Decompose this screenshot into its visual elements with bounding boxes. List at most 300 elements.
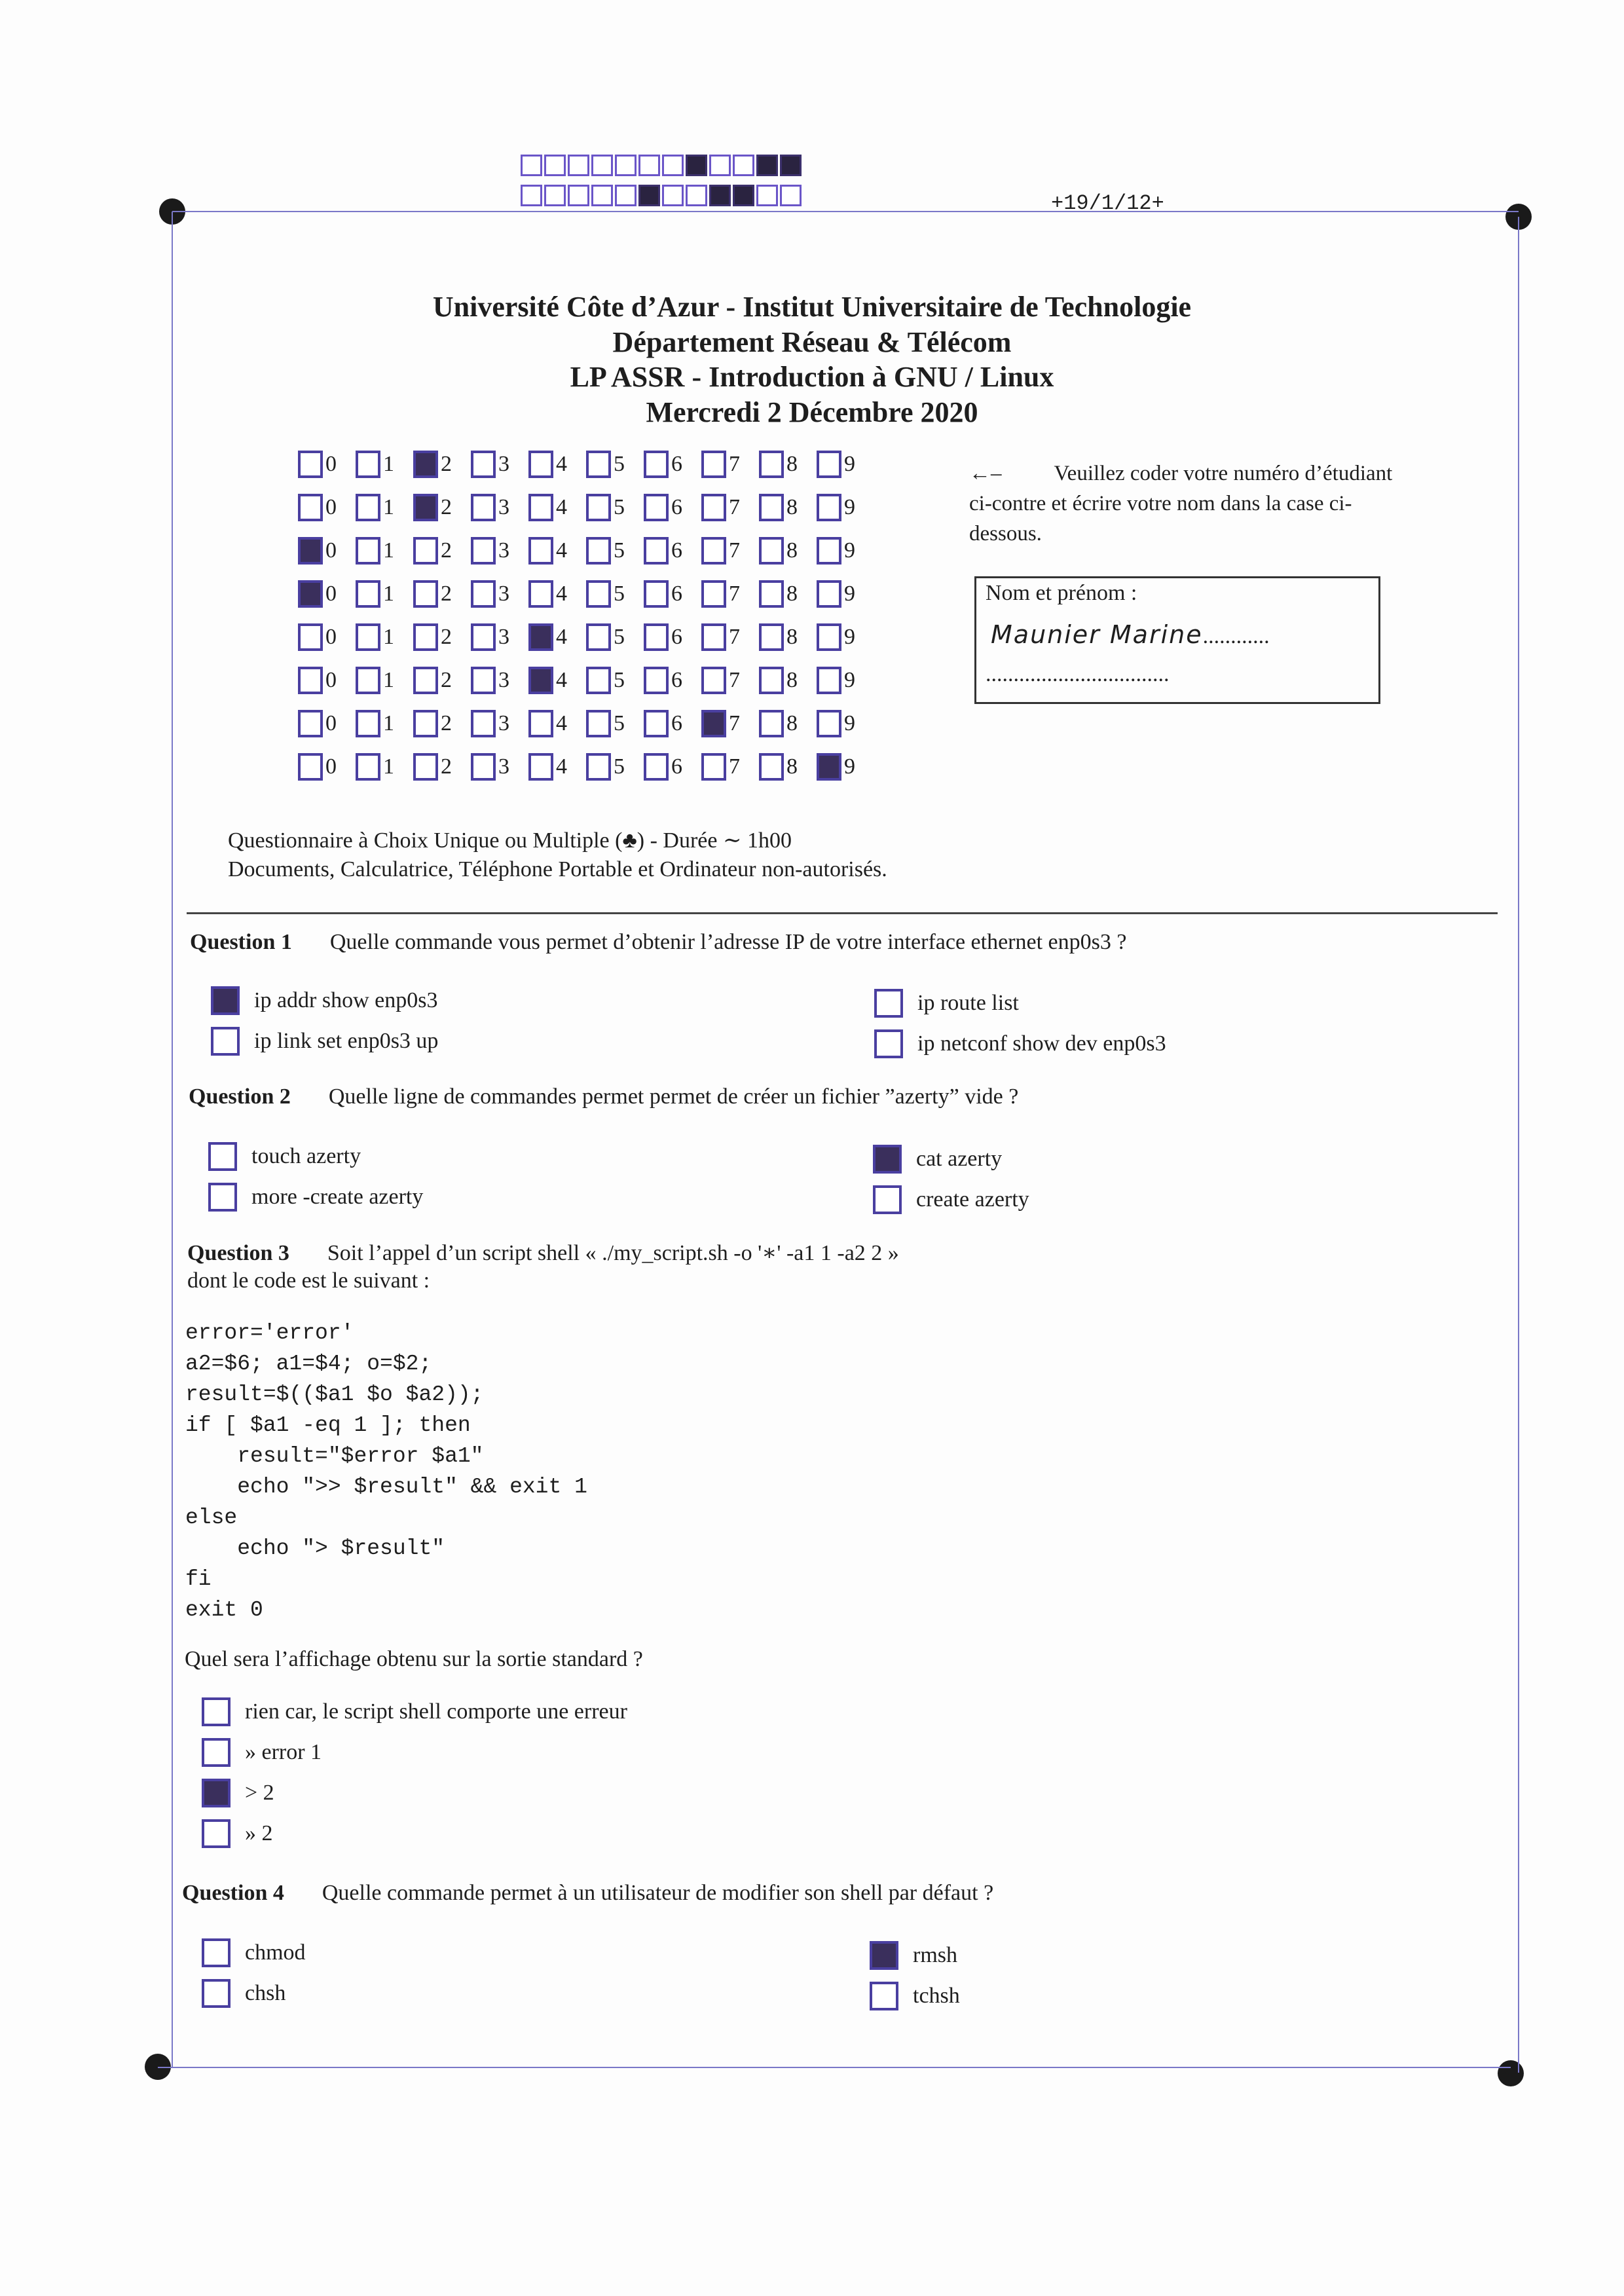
digit-checkbox[interactable] bbox=[644, 623, 669, 651]
digit-cell[interactable] bbox=[759, 494, 817, 521]
digit-checkbox[interactable] bbox=[528, 710, 553, 737]
digit-checkbox[interactable] bbox=[356, 753, 380, 781]
digit-checkbox[interactable] bbox=[759, 580, 784, 608]
digit-cell[interactable] bbox=[471, 451, 528, 478]
digit-checkbox[interactable] bbox=[701, 580, 726, 608]
question-3-option-c[interactable] bbox=[202, 1779, 274, 1807]
question-2-option-b[interactable] bbox=[208, 1183, 423, 1212]
digit-cell[interactable] bbox=[413, 623, 471, 651]
question-3-text-2: dont le code est le suivant : bbox=[187, 1268, 430, 1293]
digit-cell[interactable] bbox=[701, 623, 759, 651]
question-4-option-a[interactable] bbox=[202, 1938, 306, 1967]
digit-checkbox[interactable] bbox=[356, 494, 380, 521]
digit-checkbox[interactable] bbox=[413, 667, 438, 694]
question-3-text: Soit l’appel d’un script shell « ./my_script.sh -o '∗' -a1 1 -a2 2 » bbox=[327, 1241, 899, 1265]
checkbox[interactable] bbox=[208, 1142, 237, 1171]
digit-label: 0 bbox=[325, 452, 337, 476]
digit-checkbox[interactable] bbox=[298, 753, 323, 781]
digit-label: 9 bbox=[844, 668, 855, 692]
digit-checkbox[interactable] bbox=[586, 753, 611, 781]
digit-cell[interactable] bbox=[528, 710, 586, 737]
option-label: chmod bbox=[245, 1940, 306, 1965]
digit-checkbox[interactable] bbox=[298, 623, 323, 651]
question-1-heading bbox=[190, 930, 1126, 955]
digit-cell[interactable] bbox=[701, 580, 759, 608]
digit-cell[interactable] bbox=[817, 537, 874, 565]
student-id-instructions bbox=[969, 458, 1395, 549]
digit-cell[interactable] bbox=[644, 753, 701, 781]
digit-checkbox[interactable] bbox=[759, 667, 784, 694]
digit-cell[interactable] bbox=[586, 710, 644, 737]
digit-label: 6 bbox=[671, 754, 682, 779]
name-box[interactable] bbox=[974, 576, 1380, 704]
digit-checkbox[interactable] bbox=[528, 451, 553, 478]
digit-cell[interactable] bbox=[759, 667, 817, 694]
barcode-cell bbox=[568, 155, 589, 176]
barcode-cell bbox=[662, 155, 684, 176]
left-arrow-icon: ←– bbox=[969, 462, 1002, 485]
digit-checkbox[interactable] bbox=[298, 710, 323, 737]
digit-checkbox[interactable] bbox=[701, 710, 726, 737]
digit-cell[interactable] bbox=[528, 623, 586, 651]
digit-label: 3 bbox=[498, 538, 509, 563]
digit-cell[interactable] bbox=[759, 710, 817, 737]
checkbox[interactable] bbox=[870, 1941, 898, 1970]
digit-label: 4 bbox=[556, 495, 567, 519]
digit-checkbox[interactable] bbox=[356, 537, 380, 565]
digit-label: 9 bbox=[844, 538, 855, 563]
digit-label: 6 bbox=[671, 582, 682, 606]
checkbox[interactable] bbox=[202, 1979, 231, 2008]
digit-cell[interactable] bbox=[759, 753, 817, 781]
barcode-cell bbox=[568, 185, 589, 206]
option-label: cat azerty bbox=[916, 1147, 1003, 1171]
digit-checkbox[interactable] bbox=[701, 494, 726, 521]
digit-label: 6 bbox=[671, 538, 682, 563]
digit-checkbox[interactable] bbox=[413, 494, 438, 521]
digit-checkbox[interactable] bbox=[528, 623, 553, 651]
digit-cell[interactable] bbox=[586, 494, 644, 521]
frame-left bbox=[172, 212, 173, 2067]
digit-checkbox[interactable] bbox=[413, 753, 438, 781]
digit-label: 7 bbox=[729, 495, 740, 519]
checkbox[interactable] bbox=[202, 1738, 231, 1767]
checkbox[interactable] bbox=[202, 1779, 231, 1807]
digit-checkbox[interactable] bbox=[817, 710, 841, 737]
digit-cell[interactable] bbox=[817, 494, 874, 521]
digit-label: 3 bbox=[498, 582, 509, 606]
digit-cell[interactable] bbox=[586, 451, 644, 478]
digit-cell[interactable] bbox=[528, 667, 586, 694]
digit-checkbox[interactable] bbox=[759, 537, 784, 565]
digit-checkbox[interactable] bbox=[298, 667, 323, 694]
digit-cell[interactable] bbox=[356, 580, 413, 608]
question-1-label: Question 1 bbox=[190, 930, 292, 954]
question-3-code: error='error' a2=$6; a1=$4; o=$2; result=$(($a1 $o $a2)); if [ $a1 -eq 1 ]; then result="$error $a1" echo ">> $result" && exit 1 else echo "> $result" fi exit 0 bbox=[185, 1321, 587, 1622]
digit-checkbox[interactable] bbox=[644, 667, 669, 694]
barcode-cell bbox=[686, 185, 707, 206]
frame-top bbox=[172, 211, 1519, 212]
digit-checkbox[interactable] bbox=[471, 580, 496, 608]
question-3-option-b[interactable] bbox=[202, 1738, 322, 1767]
option-label: » error 1 bbox=[245, 1740, 322, 1764]
option-label: ip route list bbox=[917, 991, 1019, 1015]
digit-label: 6 bbox=[671, 711, 682, 735]
digit-label: 7 bbox=[729, 754, 740, 779]
digit-label: 0 bbox=[325, 711, 337, 735]
digit-cell[interactable] bbox=[759, 537, 817, 565]
digit-cell[interactable] bbox=[471, 537, 528, 565]
digit-checkbox[interactable] bbox=[644, 753, 669, 781]
digit-checkbox[interactable] bbox=[528, 580, 553, 608]
digit-cell[interactable] bbox=[528, 580, 586, 608]
digit-label: 0 bbox=[325, 538, 337, 563]
digit-cell[interactable] bbox=[528, 494, 586, 521]
digit-checkbox[interactable] bbox=[817, 494, 841, 521]
digit-label: 2 bbox=[441, 625, 452, 649]
digit-checkbox[interactable] bbox=[817, 623, 841, 651]
digit-label: 7 bbox=[729, 711, 740, 735]
digit-checkbox[interactable] bbox=[471, 623, 496, 651]
digit-cell[interactable] bbox=[471, 667, 528, 694]
question-4-text: Quelle commande permet à un utilisateur de modifier son shell par défaut ? bbox=[322, 1881, 994, 1905]
question-4-option-c[interactable] bbox=[870, 1941, 957, 1970]
digit-checkbox[interactable] bbox=[586, 494, 611, 521]
digit-checkbox[interactable] bbox=[644, 710, 669, 737]
question-3-option-a[interactable] bbox=[202, 1697, 627, 1726]
checkbox[interactable] bbox=[873, 1185, 902, 1214]
digit-cell[interactable] bbox=[356, 451, 413, 478]
checkbox[interactable] bbox=[211, 986, 240, 1015]
digit-checkbox[interactable] bbox=[586, 537, 611, 565]
digit-cell[interactable] bbox=[644, 623, 701, 651]
digit-checkbox[interactable] bbox=[471, 537, 496, 565]
digit-cell[interactable] bbox=[759, 623, 817, 651]
digit-checkbox[interactable] bbox=[413, 623, 438, 651]
digit-cell[interactable] bbox=[356, 494, 413, 521]
digit-checkbox[interactable] bbox=[586, 667, 611, 694]
checkbox[interactable] bbox=[202, 1819, 231, 1848]
question-2-option-a[interactable] bbox=[208, 1142, 361, 1171]
digit-cell[interactable] bbox=[817, 710, 874, 737]
digit-cell[interactable] bbox=[356, 623, 413, 651]
digit-checkbox[interactable] bbox=[356, 580, 380, 608]
digit-cell[interactable] bbox=[644, 451, 701, 478]
digit-checkbox[interactable] bbox=[644, 451, 669, 478]
digit-label: 1 bbox=[383, 754, 394, 779]
barcode-cell bbox=[615, 155, 637, 176]
digit-cell[interactable] bbox=[817, 451, 874, 478]
digit-cell[interactable] bbox=[471, 494, 528, 521]
digit-cell[interactable] bbox=[298, 537, 356, 565]
option-label: more -create azerty bbox=[251, 1185, 424, 1209]
digit-checkbox[interactable] bbox=[528, 753, 553, 781]
digit-cell[interactable] bbox=[644, 667, 701, 694]
digit-cell[interactable] bbox=[298, 494, 356, 521]
question-3-label: Question 3 bbox=[187, 1241, 289, 1265]
digit-label: 5 bbox=[614, 582, 625, 606]
digit-cell[interactable] bbox=[413, 451, 471, 478]
digit-checkbox[interactable] bbox=[817, 451, 841, 478]
question-1-option-b[interactable] bbox=[211, 1027, 438, 1056]
digit-cell[interactable] bbox=[471, 580, 528, 608]
digit-cell[interactable] bbox=[701, 451, 759, 478]
option-label: ip addr show enp0s3 bbox=[254, 988, 438, 1012]
digit-label: 4 bbox=[556, 452, 567, 476]
digit-checkbox[interactable] bbox=[586, 451, 611, 478]
name-dots-2: ................................. bbox=[986, 662, 1170, 686]
checkbox[interactable] bbox=[208, 1183, 237, 1212]
barcode-cell bbox=[544, 155, 566, 176]
digit-cell[interactable] bbox=[644, 494, 701, 521]
digit-label: 4 bbox=[556, 711, 567, 735]
digit-cell[interactable] bbox=[356, 537, 413, 565]
checkbox[interactable] bbox=[870, 1982, 898, 2010]
digit-cell[interactable] bbox=[413, 753, 471, 781]
digit-cell[interactable] bbox=[644, 537, 701, 565]
digit-label: 5 bbox=[614, 495, 625, 519]
digit-cell[interactable] bbox=[528, 753, 586, 781]
option-label: ip link set enp0s3 up bbox=[254, 1029, 439, 1053]
digit-label: 0 bbox=[325, 625, 337, 649]
digit-label: 1 bbox=[383, 711, 394, 735]
digit-checkbox[interactable] bbox=[817, 537, 841, 565]
digit-checkbox[interactable] bbox=[817, 753, 841, 781]
question-4-label: Question 4 bbox=[182, 1881, 284, 1905]
digit-checkbox[interactable] bbox=[644, 494, 669, 521]
digit-checkbox[interactable] bbox=[701, 667, 726, 694]
digit-label: 3 bbox=[498, 452, 509, 476]
digit-checkbox[interactable] bbox=[701, 753, 726, 781]
digit-cell[interactable] bbox=[298, 451, 356, 478]
digit-cell[interactable] bbox=[471, 753, 528, 781]
digit-cell[interactable] bbox=[586, 623, 644, 651]
digit-checkbox[interactable] bbox=[586, 710, 611, 737]
checkbox[interactable] bbox=[202, 1938, 231, 1967]
registration-mark-bottom-right bbox=[1498, 2060, 1524, 2086]
digit-label: 4 bbox=[556, 538, 567, 563]
checkbox[interactable] bbox=[874, 989, 903, 1018]
digit-cell[interactable] bbox=[701, 537, 759, 565]
digit-label: 0 bbox=[325, 495, 337, 519]
barcode-cell bbox=[780, 185, 802, 206]
digit-cell[interactable] bbox=[298, 667, 356, 694]
student-number-row bbox=[298, 753, 874, 781]
checkbox[interactable] bbox=[211, 1027, 240, 1056]
digit-cell[interactable] bbox=[528, 451, 586, 478]
question-4-heading bbox=[182, 1881, 993, 1906]
digit-label: 8 bbox=[786, 754, 798, 779]
question-1-option-a[interactable] bbox=[211, 986, 437, 1015]
digit-cell[interactable] bbox=[413, 537, 471, 565]
digit-cell[interactable] bbox=[817, 580, 874, 608]
digit-checkbox[interactable] bbox=[471, 667, 496, 694]
digit-checkbox[interactable] bbox=[413, 537, 438, 565]
digit-checkbox[interactable] bbox=[759, 451, 784, 478]
option-label: rmsh bbox=[913, 1943, 957, 1967]
digit-cell[interactable] bbox=[817, 753, 874, 781]
digit-label: 0 bbox=[325, 668, 337, 692]
checkbox[interactable] bbox=[874, 1029, 903, 1058]
digit-label: 0 bbox=[325, 582, 337, 606]
student-number-row bbox=[298, 537, 874, 565]
digit-checkbox[interactable] bbox=[471, 710, 496, 737]
digit-label: 9 bbox=[844, 582, 855, 606]
digit-label: 1 bbox=[383, 538, 394, 563]
digit-cell[interactable] bbox=[586, 537, 644, 565]
digit-cell[interactable] bbox=[817, 623, 874, 651]
digit-cell[interactable] bbox=[413, 710, 471, 737]
digit-label: 2 bbox=[441, 538, 452, 563]
checkbox[interactable] bbox=[202, 1697, 231, 1726]
digit-checkbox[interactable] bbox=[413, 580, 438, 608]
digit-cell[interactable] bbox=[471, 710, 528, 737]
digit-checkbox[interactable] bbox=[817, 667, 841, 694]
digit-label: 6 bbox=[671, 495, 682, 519]
barcode-cell bbox=[686, 155, 707, 176]
digit-checkbox[interactable] bbox=[471, 494, 496, 521]
digit-checkbox[interactable] bbox=[471, 753, 496, 781]
digit-cell[interactable] bbox=[644, 710, 701, 737]
question-3-prompt: Quel sera l’affichage obtenu sur la sortie standard ? bbox=[185, 1647, 643, 1671]
digit-checkbox[interactable] bbox=[413, 451, 438, 478]
barcode-cell bbox=[591, 155, 613, 176]
barcode-cell bbox=[709, 185, 731, 206]
digit-checkbox[interactable] bbox=[298, 580, 323, 608]
digit-cell[interactable] bbox=[701, 753, 759, 781]
digit-label: 7 bbox=[729, 668, 740, 692]
digit-cell[interactable] bbox=[356, 753, 413, 781]
digit-label: 4 bbox=[556, 625, 567, 649]
digit-checkbox[interactable] bbox=[413, 710, 438, 737]
digit-cell[interactable] bbox=[413, 494, 471, 521]
digit-cell[interactable] bbox=[528, 537, 586, 565]
digit-cell[interactable] bbox=[586, 580, 644, 608]
digit-checkbox[interactable] bbox=[356, 451, 380, 478]
digit-checkbox[interactable] bbox=[701, 537, 726, 565]
digit-checkbox[interactable] bbox=[298, 537, 323, 565]
handwritten-name: Maunier Marine bbox=[991, 620, 1203, 649]
digit-label: 1 bbox=[383, 495, 394, 519]
digit-label: 2 bbox=[441, 754, 452, 779]
barcode-cell bbox=[544, 185, 566, 206]
question-1-option-d[interactable] bbox=[874, 1029, 1166, 1058]
barcode-cell bbox=[638, 155, 660, 176]
digit-label: 9 bbox=[844, 754, 855, 779]
question-2-option-d[interactable] bbox=[873, 1185, 1029, 1214]
digit-label: 4 bbox=[556, 668, 567, 692]
barcode-cell bbox=[662, 185, 684, 206]
digit-cell[interactable] bbox=[701, 667, 759, 694]
digit-label: 8 bbox=[786, 625, 798, 649]
checkbox[interactable] bbox=[873, 1145, 902, 1174]
digit-cell[interactable] bbox=[817, 667, 874, 694]
digit-checkbox[interactable] bbox=[528, 494, 553, 521]
digit-checkbox[interactable] bbox=[759, 494, 784, 521]
question-3-option-d[interactable] bbox=[202, 1819, 273, 1848]
question-2-option-c[interactable] bbox=[873, 1145, 1002, 1174]
digit-label: 8 bbox=[786, 582, 798, 606]
digit-label: 7 bbox=[729, 452, 740, 476]
digit-label: 3 bbox=[498, 668, 509, 692]
digit-label: 7 bbox=[729, 538, 740, 563]
option-label: » 2 bbox=[245, 1821, 273, 1845]
digit-checkbox[interactable] bbox=[356, 623, 380, 651]
digit-cell[interactable] bbox=[298, 753, 356, 781]
page-code: +19/1/12+ bbox=[1051, 191, 1164, 215]
digit-cell[interactable] bbox=[701, 494, 759, 521]
digit-checkbox[interactable] bbox=[356, 710, 380, 737]
digit-checkbox[interactable] bbox=[644, 580, 669, 608]
question-1-option-c[interactable] bbox=[874, 989, 1019, 1018]
student-number-row bbox=[298, 494, 874, 521]
digit-cell[interactable] bbox=[298, 710, 356, 737]
digit-checkbox[interactable] bbox=[701, 623, 726, 651]
question-4-option-b[interactable] bbox=[202, 1979, 286, 2008]
digit-checkbox[interactable] bbox=[759, 753, 784, 781]
student-number-row bbox=[298, 451, 874, 478]
header-university: Université Côte d’Azur - Institut Universitaire de Technologie bbox=[432, 291, 1192, 323]
student-number-row bbox=[298, 710, 874, 737]
digit-cell[interactable] bbox=[759, 580, 817, 608]
option-label: touch azerty bbox=[251, 1144, 361, 1168]
digit-label: 9 bbox=[844, 625, 855, 649]
question-4-option-d[interactable] bbox=[870, 1982, 960, 2010]
digit-checkbox[interactable] bbox=[528, 537, 553, 565]
digit-cell[interactable] bbox=[586, 667, 644, 694]
name-box-label: Nom et prénom : bbox=[986, 581, 1137, 605]
digit-label: 3 bbox=[498, 754, 509, 779]
digit-cell[interactable] bbox=[759, 451, 817, 478]
digit-checkbox[interactable] bbox=[356, 667, 380, 694]
digit-checkbox[interactable] bbox=[471, 451, 496, 478]
barcode-cell bbox=[756, 185, 778, 206]
digit-checkbox[interactable] bbox=[528, 667, 553, 694]
option-label: > 2 bbox=[245, 1781, 274, 1805]
digit-label: 5 bbox=[614, 538, 625, 563]
digit-cell[interactable] bbox=[413, 667, 471, 694]
digit-cell[interactable] bbox=[413, 580, 471, 608]
digit-checkbox[interactable] bbox=[759, 623, 784, 651]
digit-checkbox[interactable] bbox=[298, 494, 323, 521]
digit-checkbox[interactable] bbox=[586, 580, 611, 608]
digit-label: 2 bbox=[441, 668, 452, 692]
digit-cell[interactable] bbox=[356, 667, 413, 694]
digit-cell[interactable] bbox=[298, 580, 356, 608]
digit-cell[interactable] bbox=[701, 710, 759, 737]
digit-cell[interactable] bbox=[356, 710, 413, 737]
digit-cell[interactable] bbox=[298, 623, 356, 651]
digit-checkbox[interactable] bbox=[817, 580, 841, 608]
digit-label: 6 bbox=[671, 625, 682, 649]
student-number-row bbox=[298, 667, 874, 694]
digit-cell[interactable] bbox=[644, 580, 701, 608]
frame-bottom bbox=[158, 2067, 1511, 2068]
digit-checkbox[interactable] bbox=[586, 623, 611, 651]
digit-checkbox[interactable] bbox=[701, 451, 726, 478]
digit-cell[interactable] bbox=[471, 623, 528, 651]
digit-cell[interactable] bbox=[586, 753, 644, 781]
digit-checkbox[interactable] bbox=[298, 451, 323, 478]
digit-label: 8 bbox=[786, 452, 798, 476]
digit-label: 5 bbox=[614, 754, 625, 779]
digit-label: 8 bbox=[786, 495, 798, 519]
header-course: LP ASSR - Introduction à GNU / Linux bbox=[570, 361, 1054, 393]
digit-checkbox[interactable] bbox=[759, 710, 784, 737]
digit-label: 3 bbox=[498, 625, 509, 649]
digit-checkbox[interactable] bbox=[644, 537, 669, 565]
header-date: Mercredi 2 Décembre 2020 bbox=[646, 396, 978, 428]
